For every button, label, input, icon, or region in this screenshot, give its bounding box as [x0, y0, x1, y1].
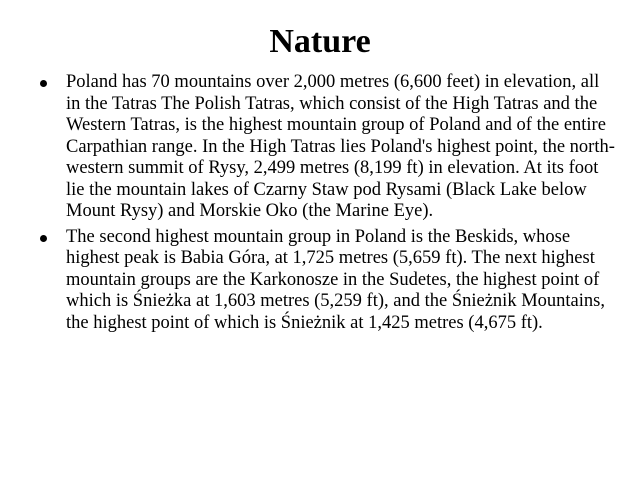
bullet-list	[37, 72, 617, 338]
slide-title: Nature	[269, 23, 371, 60]
bullet-item	[37, 72, 617, 223]
bullet-dot-icon	[40, 80, 47, 87]
bullet-dot-icon	[40, 235, 47, 242]
bullet-item	[37, 227, 617, 335]
bullet-text: Poland has 70 mountains over 2,000 metres (6,600 feet) in elevation, all in the Tatras The Polish Tatras, which consist of the High Tatras and the Western Tatras, is the highest mountain group of Poland and of the entire Carpathian range. In the High Tatras lies Poland's highest point, the north-western summit of Rysy, 2,499 metres (8,199 ft) in elevation. At its foot lie the mountain lakes of Czarny Staw pod Rysami (Black Lake below Mount Rysy) and Morskie Oko (the Marine Eye).	[66, 72, 615, 221]
bullet-text: The second highest mountain group in Poland is the Beskids, whose highest peak is Babia Góra, at 1,725 metres (5,659 ft). The next highest mountain groups are the Karkonosze in the Sudetes, the highest point of which is Śnieżka at 1,603 metres (5,259 ft), and the Śnieżnik Mountains, the highest point of which is Śnieżnik at 1,425 metres (4,675 ft).	[66, 226, 605, 333]
